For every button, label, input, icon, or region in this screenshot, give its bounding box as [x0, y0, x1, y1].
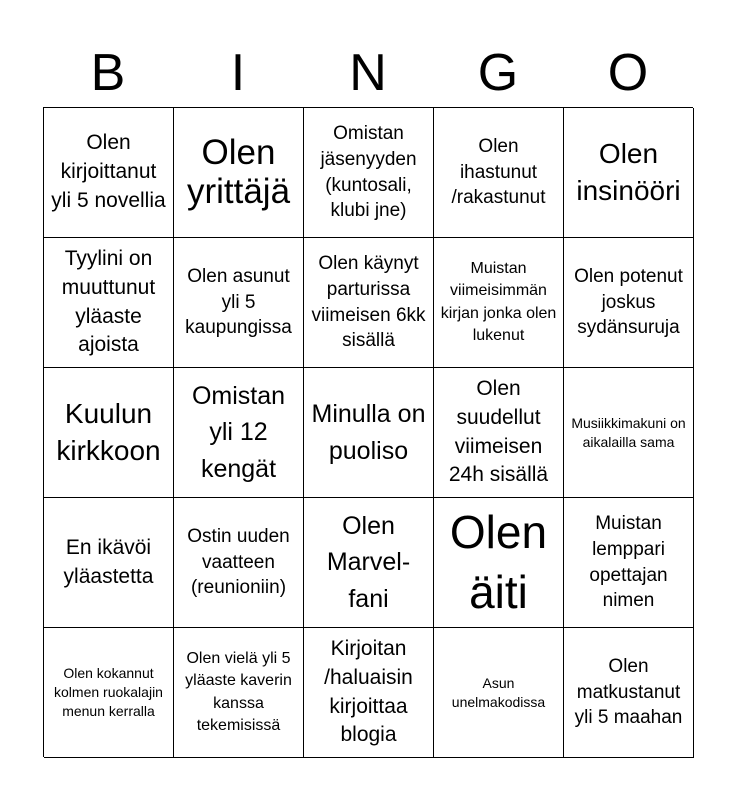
bingo-cell-3-3[interactable]: Minulla on puoliso: [304, 368, 434, 498]
header-letter-o: O: [607, 44, 649, 102]
bingo-cell-5-3[interactable]: Kirjoitan /haluaisin kirjoittaa blogia: [304, 628, 434, 758]
bingo-board: [43, 107, 693, 757]
bingo-cell-1-3[interactable]: Omistan jäsenyyden (kuntosali, klubi jne): [304, 108, 434, 238]
header-letter-i: I: [230, 44, 246, 102]
header-letter-b: B: [90, 44, 126, 102]
bingo-cell-4-5[interactable]: Muistan lemppari opettajan nimen: [564, 498, 694, 628]
bingo-cell-3-4[interactable]: Olen suudellut viimeisen 24h sisällä: [434, 368, 564, 498]
bingo-cell-2-3[interactable]: Olen käynyt parturissa viimeisen 6kk sisällä: [304, 238, 434, 368]
bingo-cell-1-2[interactable]: Olen yrittäjä: [174, 108, 304, 238]
bingo-cell-5-2[interactable]: Olen vielä yli 5 yläaste kaverin kanssa tekemisissä: [174, 628, 304, 758]
bingo-cell-1-4[interactable]: Olen ihastunut /rakastunut: [434, 108, 564, 238]
header-letter-n: N: [349, 44, 387, 102]
bingo-cell-4-3[interactable]: Olen Marvel-fani: [304, 498, 434, 628]
bingo-cell-2-5[interactable]: Olen potenut joskus sydänsuruja: [564, 238, 694, 368]
bingo-cell-4-4[interactable]: Olen äiti: [434, 498, 564, 628]
bingo-cell-2-2[interactable]: Olen asunut yli 5 kaupungissa: [174, 238, 304, 368]
bingo-cell-5-1[interactable]: Olen kokannut kolmen ruokalajin menun kerralla: [44, 628, 174, 758]
bingo-cell-5-5[interactable]: Olen matkustanut yli 5 maahan: [564, 628, 694, 758]
bingo-cell-3-5[interactable]: Musiikkimakuni on aikalailla sama: [564, 368, 694, 498]
bingo-cell-4-2[interactable]: Ostin uuden vaatteen (reunioniin): [174, 498, 304, 628]
bingo-cell-1-1[interactable]: Olen kirjoittanut yli 5 novellia: [44, 108, 174, 238]
bingo-cell-2-1[interactable]: Tyylini on muuttunut yläaste ajoista: [44, 238, 174, 368]
bingo-cell-5-4[interactable]: Asun unelmakodissa: [434, 628, 564, 758]
bingo-cell-1-5[interactable]: Olen insinööri: [564, 108, 694, 238]
bingo-header: [43, 40, 693, 106]
bingo-cell-4-1[interactable]: En ikävöi yläastetta: [44, 498, 174, 628]
bingo-cell-2-4[interactable]: Muistan viimeisimmän kirjan jonka olen lukenut: [434, 238, 564, 368]
bingo-cell-3-1[interactable]: Kuulun kirkkoon: [44, 368, 174, 498]
header-letter-g: G: [477, 44, 519, 102]
bingo-cell-3-2[interactable]: Omistan yli 12 kengät: [174, 368, 304, 498]
